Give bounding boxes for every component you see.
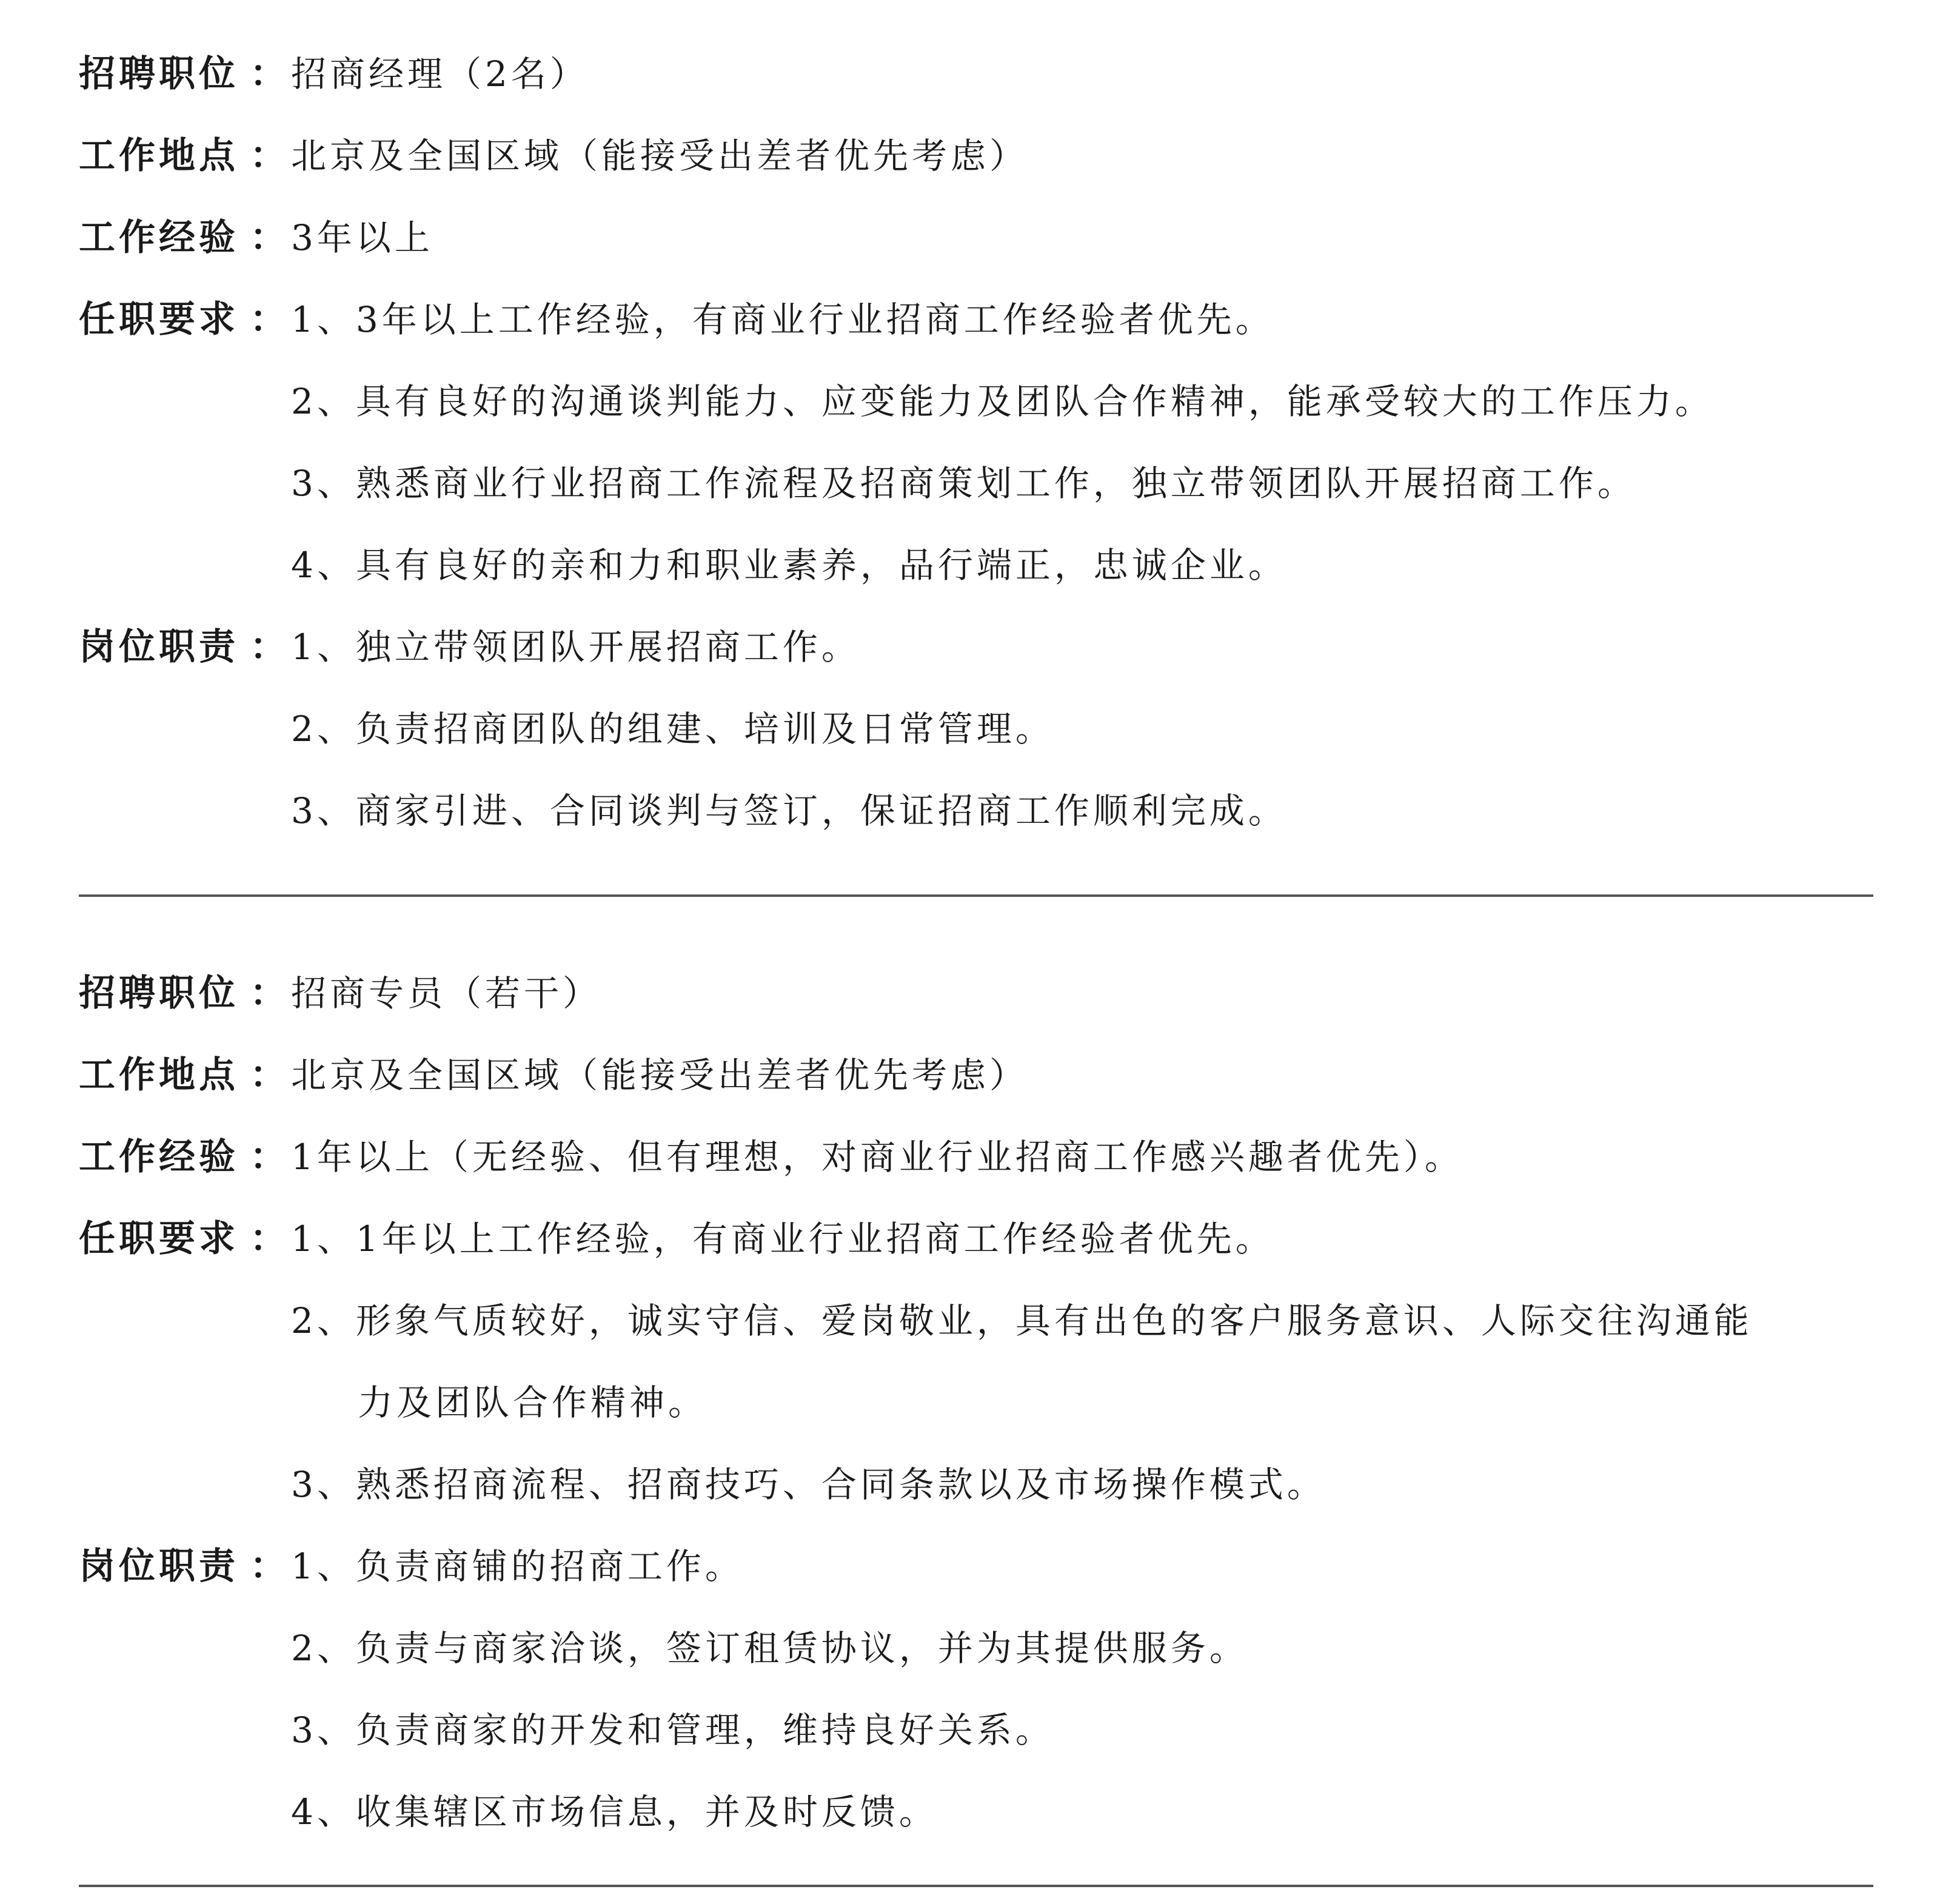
experience-value: 3年以上 [291, 217, 433, 258]
experience-value: 1年以上（无经验、但有理想，对商业行业招商工作感兴趣者优先）。 [291, 1136, 1463, 1178]
duty-item: 1、负责商铺的招商工作。 [291, 1546, 744, 1587]
location-label: 工作地点 [79, 135, 239, 177]
duty-item: 1、独立带领团队开展招商工作。 [291, 626, 860, 668]
job2-requirement-row [0, 1290, 1960, 1351]
job1-requirement-row [0, 371, 1960, 432]
job1-position-row [0, 44, 1960, 104]
job2-duty-row [0, 1618, 1960, 1679]
colon: ： [250, 216, 286, 259]
job2-position-row [0, 963, 1960, 1024]
requirement-item: 3、熟悉商业行业招商工作流程及招商策划工作，独立带领团队开展招商工作。 [291, 463, 1636, 504]
requirements-label: 任职要求 [79, 298, 239, 341]
position-value: 招商经理（2名） [291, 53, 589, 95]
duty-item: 2、负责招商团队的组建、培训及日常管理。 [291, 708, 1054, 750]
colon: ： [250, 298, 286, 341]
requirement-item: 3、熟悉招商流程、招商技巧、合同条款以及市场操作模式。 [291, 1464, 1326, 1505]
requirement-item: 4、具有良好的亲和力和职业素养，品行端正，忠诚企业。 [291, 545, 1287, 586]
colon: ： [250, 626, 286, 668]
job1-duty-row [0, 699, 1960, 759]
duties-label: 岗位职责 [79, 626, 239, 668]
requirement-item: 2、具有良好的沟通谈判能力、应变能力及团队合作精神，能承受较大的工作压力。 [291, 381, 1714, 422]
job1-duties-row [0, 617, 1960, 677]
job1-requirement-row [0, 535, 1960, 595]
position-label: 招聘职位 [79, 972, 239, 1015]
job1-requirement-row [0, 453, 1960, 514]
duties-label: 岗位职责 [79, 1545, 239, 1588]
location-label: 工作地点 [79, 1054, 239, 1096]
job1-duty-row [0, 780, 1960, 841]
duty-item: 3、负责商家的开发和管理，维持良好关系。 [291, 1709, 1054, 1751]
colon: ： [250, 1218, 286, 1260]
job2-experience-row [0, 1127, 1960, 1187]
job2-requirement-row [0, 1372, 1960, 1433]
job2-location-row [0, 1045, 1960, 1105]
colon: ： [250, 972, 286, 1015]
job2-duty-row [0, 1782, 1960, 1842]
colon: ： [250, 1545, 286, 1588]
job1-experience-row [0, 207, 1960, 268]
requirement-item: 1、3年以上工作经验，有商业行业招商工作经验者优先。 [291, 299, 1274, 340]
colon: ： [250, 53, 286, 95]
experience-label: 工作经验 [79, 1136, 239, 1178]
job1-requirements-row [0, 289, 1960, 350]
duty-item: 3、商家引进、合同谈判与签订，保证招商工作顺利完成。 [291, 790, 1287, 831]
requirement-item-continuation: 力及团队合作精神。 [358, 1382, 707, 1423]
duty-item: 4、收集辖区市场信息，并及时反馈。 [291, 1791, 938, 1833]
job1-location-row [0, 126, 1960, 186]
job2-duties-row [0, 1536, 1960, 1597]
position-label: 招聘职位 [79, 53, 239, 95]
section-divider [79, 1885, 1873, 1887]
location-value: 北京及全国区域（能接受出差者优先考虑） [291, 135, 1029, 176]
experience-label: 工作经验 [79, 216, 239, 259]
job2-requirements-row [0, 1209, 1960, 1269]
job2-duty-row [0, 1700, 1960, 1760]
requirement-item: 2、形象气质较好，诚实守信、爱岗敬业，具有出色的客户服务意识、人际交往沟通能 [291, 1300, 1753, 1341]
colon: ： [250, 1136, 286, 1178]
colon: ： [250, 135, 286, 177]
position-value: 招商专员（若干） [291, 973, 602, 1014]
job2-requirement-row [0, 1454, 1960, 1515]
duty-item: 2、负责与商家洽谈，签订租赁协议，并为其提供服务。 [291, 1628, 1248, 1669]
section-divider [79, 894, 1873, 897]
location-value: 北京及全国区域（能接受出差者优先考虑） [291, 1055, 1029, 1096]
requirements-label: 任职要求 [79, 1218, 239, 1260]
requirement-item: 1、1年以上工作经验，有商业行业招商工作经验者优先。 [291, 1218, 1274, 1259]
colon: ： [250, 1054, 286, 1096]
